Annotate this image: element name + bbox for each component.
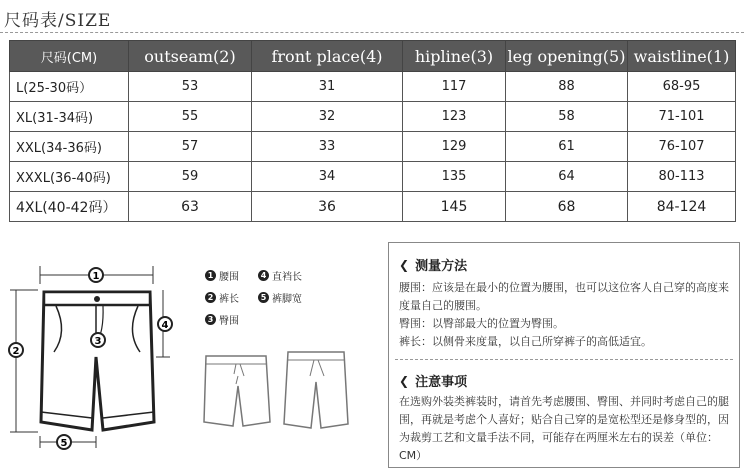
leg-opening-cell: 88 [506,72,628,102]
svg-text:3: 3 [94,336,102,347]
svg-text:5: 5 [60,438,68,449]
legend-label: 腰围 [219,272,239,283]
svg-text:1: 1 [92,271,100,282]
header-hipline: hipline(3) [403,41,506,72]
marker-3 [91,333,105,347]
page-title: 尺码表/SIZE [4,11,112,31]
outseam-cell: 53 [129,72,252,102]
table-row [10,192,736,222]
number-4-icon: 4 [258,270,269,281]
measure-line-waist: 腰围：应该是在最小的位置为腰围，也可以这位客人自己穿的高度来度量自己的腰围。 [399,281,729,312]
outseam-cell: 57 [129,132,252,162]
table-row [10,132,736,162]
waistline-cell: 80-113 [628,162,736,192]
waistline-cell: 71-101 [628,102,736,132]
hipline-cell: 145 [403,192,506,222]
front-place-cell: 34 [252,162,403,192]
outseam-cell: 55 [129,102,252,132]
legend-label: 臀围 [219,316,239,327]
leg-opening-cell: 64 [506,162,628,192]
leg-opening-cell: 68 [506,192,628,222]
front-place-cell: 36 [252,192,403,222]
svg-text:4: 4 [161,320,169,331]
waistline-cell: 84-124 [628,192,736,222]
table-header-row [10,41,736,72]
front-place-cell: 32 [252,102,403,132]
title-divider [0,32,744,33]
legend-item-length [205,290,239,305]
waistline-cell: 76-107 [628,132,736,162]
info-panel [388,242,740,468]
marker-2 [9,343,23,357]
leg-opening-cell: 61 [506,132,628,162]
number-3-icon: 3 [205,314,216,325]
number-1-icon: 1 [205,270,216,281]
header-front-place: front place(4) [252,41,403,72]
header-size: 尺码(CM) [10,41,129,72]
hipline-cell: 117 [403,72,506,102]
chevron-left-icon: ❮ [399,373,410,388]
hipline-cell: 135 [403,162,506,192]
marker-5 [57,435,71,449]
size-cell: L(25-30码） [10,72,129,102]
marker-1 [89,268,103,282]
legend-item-rise [258,268,302,283]
shorts-measurement-diagram [8,252,380,467]
outseam-cell: 63 [129,192,252,222]
legend-label: 裤脚宽 [272,294,302,305]
header-waistline: waistline(1) [628,41,736,72]
table-row [10,72,736,102]
size-cell: XL(31-34码) [10,102,129,132]
measure-line-length: 裤长：以侧骨来度量，以自己所穿裤子的高低适宜。 [399,335,652,348]
marker-4 [158,317,172,331]
legend-label: 裤长 [219,294,239,305]
hipline-cell: 129 [403,132,506,162]
header-outseam: outseam(2) [129,41,252,72]
measure-heading-text: 测量方法 [415,259,468,274]
leg-opening-cell: 58 [506,102,628,132]
notes-heading-text: 注意事项 [415,375,468,390]
size-cell: XXXL(36-40码) [10,162,129,192]
measure-body [399,279,731,351]
waistline-cell: 68-95 [628,72,736,102]
svg-text:2: 2 [12,346,20,357]
legend-label: 直裆长 [272,272,302,283]
measure-heading [399,255,467,274]
hipline-cell: 123 [403,102,506,132]
outseam-cell: 59 [129,162,252,192]
table-row [10,162,736,192]
legend-item-waist [205,268,239,283]
size-table [9,40,736,222]
number-2-icon: 2 [205,292,216,303]
legend-item-hip [205,312,239,327]
legend-item-leg-opening [258,290,302,305]
notes-heading [399,371,467,390]
number-5-icon: 5 [258,292,269,303]
header-leg-opening: leg opening(5) [506,41,628,72]
notes-body: 在选购外装类裤装时，请首先考虑腰围、臀围、并同时考虑自己的腿围，再就是考虑个人喜好；贴合自己穿的是宽松型还是修身型的，因为裁剪工艺和文量手法不同，可能存在两厘米左右的误差（单位：CM） [399,395,729,462]
table-row [10,102,736,132]
measure-line-hip: 臀围：以臀部最大的位置为臀围。 [399,317,564,330]
front-place-cell: 31 [252,72,403,102]
size-cell: 4XL(40-42码） [10,192,129,222]
shorts-drawing [8,252,380,467]
size-cell: XXL(34-36码) [10,132,129,162]
front-place-cell: 33 [252,132,403,162]
panel-divider [395,359,733,360]
chevron-left-icon: ❮ [399,257,410,272]
